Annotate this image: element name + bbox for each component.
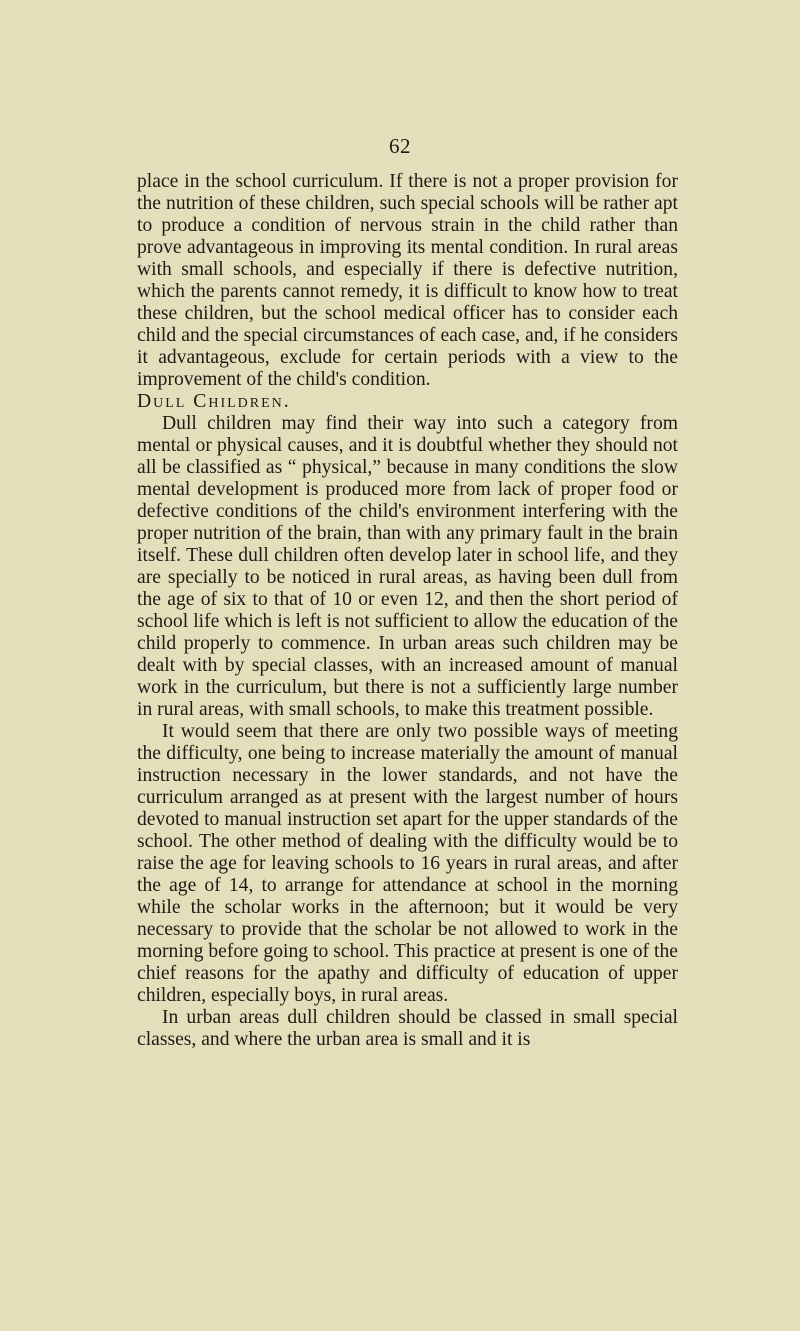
page-text <box>137 171 678 1051</box>
page-number: 62 <box>389 134 411 158</box>
paragraph-dull-children-2: It would seem that there are only two possible ways of meeting the difficulty, one being to increase materially the amount of manual instruction necessary in the lower standards, and not have the curriculum arranged as at present with the largest number of hours devoted to manual instruction set apart for the upper standards of the school. The other method of dealing with the difficulty would be to raise the age for leaving schools to 16 years in rural areas, and after the age of 14, to arrange for attendance at school in the morning while the scholar works in the afternoon; but it would be very necessary to provide that the scholar be not allowed to work in the morning before going to school. This practice at present is one of the chief reasons for the apathy and difficulty of education of upper children, especially boys, in rural areas. <box>137 721 678 1006</box>
paragraph-opening: place in the school curriculum. If there is not a proper provision for the nutrition of these children, such special schools will be rather apt to produce a condition of nervous strain in the child rather than prove advantageous in improving its mental condition. In rural areas with small schools, and especially if there is defective nutrition, which the parents cannot remedy, it is difficult to know how to treat these children, but the school medical officer has to consider each child and the special circumstances of each case, and, if he considers it advantageous, exclude for certain periods with a view to the improvement of the child's condition. <box>137 171 678 390</box>
section-heading-dull-children: Dull Children. <box>137 391 291 412</box>
paragraph-dull-children-1: Dull children may find their way into such a category from mental or physical causes, and it is doubtful whether they should not all be classified as “ physical,” because in many conditions the slow mental development is produced more from lack of proper food or defective conditions of the child's environment interfering with the proper nutrition of the brain, than with any primary fault in the brain itself. These dull children often develop later in school life, and they are specially to be noticed in rural areas, as having been dull from the age of six to that of 10 or even 12, and then the short period of school life which is left is not sufficient to allow the education of the child properly to commence. In urban areas such children may be dealt with by special classes, with an increased amount of manual work in the curriculum, but there is not a sufficiently large number in rural areas, with small schools, to make this treatment possible. <box>137 413 678 720</box>
paragraph-dull-children-3: In urban areas dull children should be classed in small special classes, and where the urban area is small and it is <box>137 1007 678 1050</box>
